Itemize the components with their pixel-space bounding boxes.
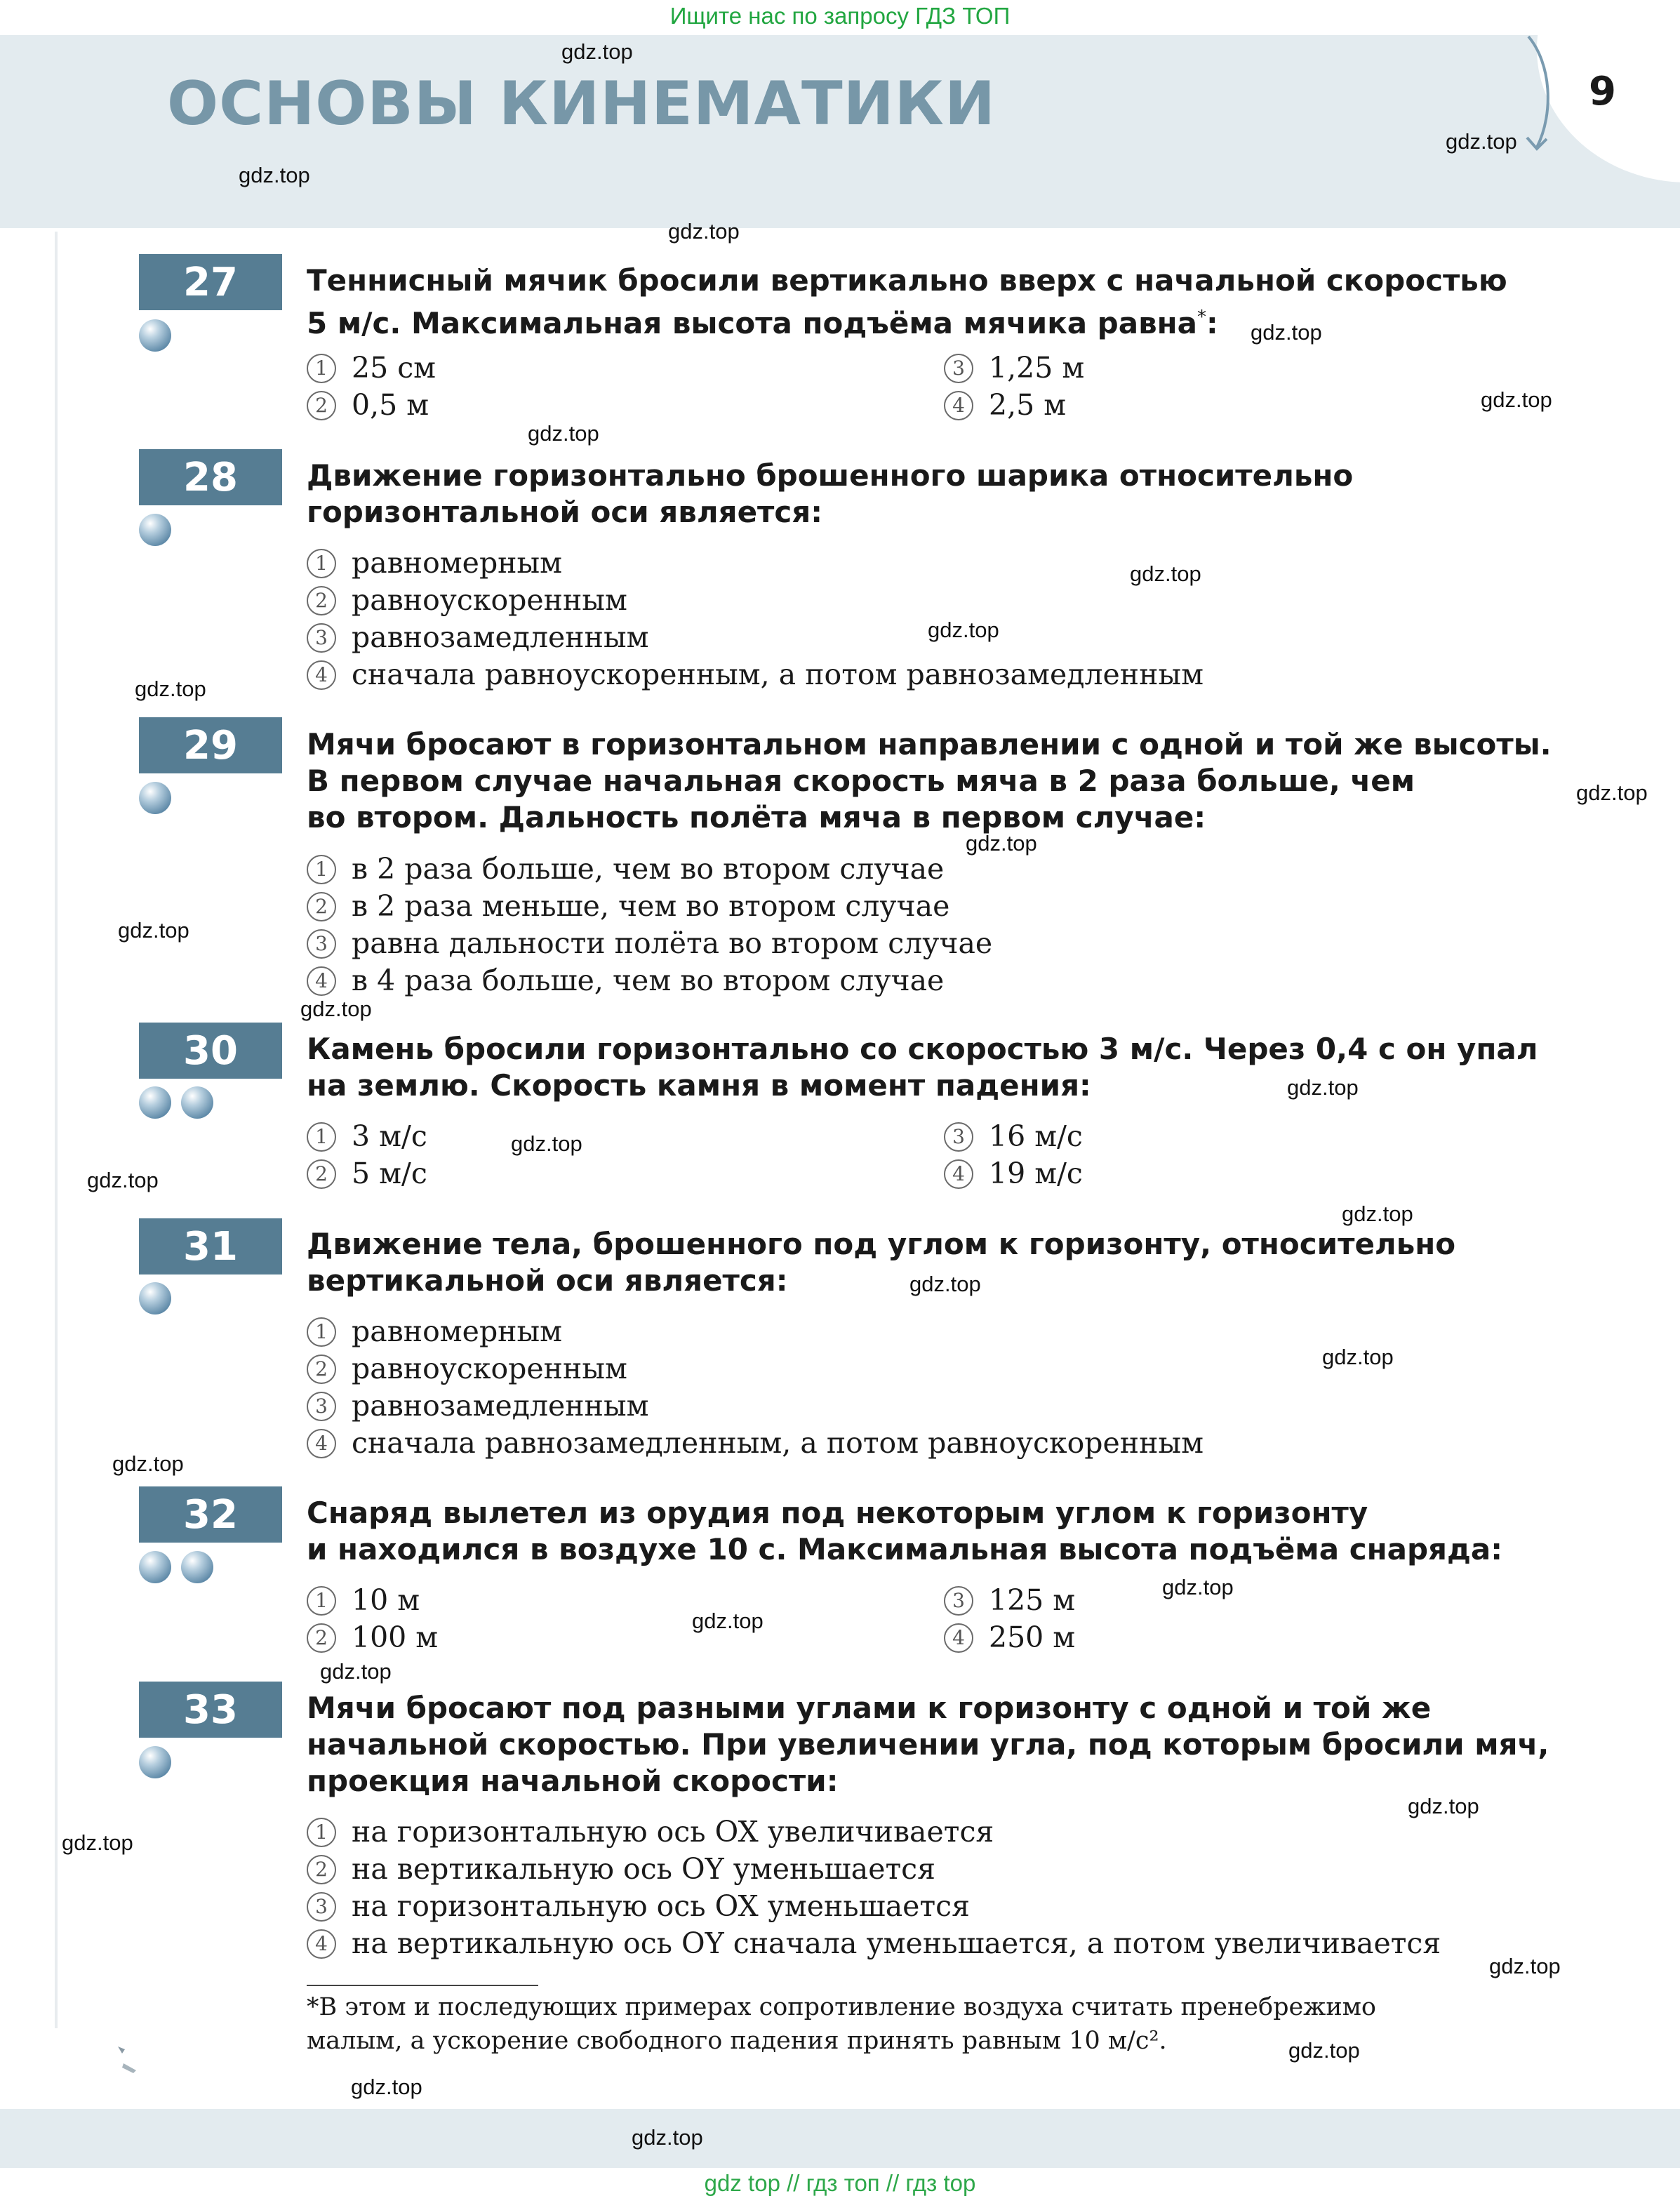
option-text: 5 м/с bbox=[352, 1157, 427, 1190]
answer-option[interactable] bbox=[307, 1813, 994, 1850]
question-line: во втором. Дальность полёта мяча в первом случае: bbox=[307, 800, 1206, 834]
option-text: на вертикальную ось OY сначала уменьшается, а потом увеличивается bbox=[352, 1926, 1441, 1960]
option-number-icon: 2 bbox=[307, 1159, 336, 1189]
answer-option[interactable] bbox=[307, 656, 1204, 693]
watermark: gdz.top bbox=[1287, 1075, 1359, 1100]
watermark: gdz.top bbox=[351, 2075, 422, 2099]
answer-option[interactable] bbox=[307, 1118, 427, 1154]
watermark: gdz.top bbox=[928, 618, 999, 642]
answer-option[interactable] bbox=[307, 1851, 935, 1887]
answer-option[interactable] bbox=[307, 1925, 1441, 1962]
footnote-mark: * bbox=[1197, 307, 1207, 328]
bottom-banner: gdz top // гдз топ // гдз top bbox=[0, 2168, 1680, 2203]
answer-option[interactable] bbox=[307, 962, 944, 999]
watermark: gdz.top bbox=[300, 997, 372, 1021]
watermark: gdz.top bbox=[909, 1272, 981, 1296]
answer-option[interactable] bbox=[944, 1619, 1075, 1656]
option-text: 2,5 м bbox=[989, 388, 1067, 422]
question-number-badge: 31 bbox=[139, 1218, 282, 1274]
option-number-icon: 2 bbox=[307, 391, 336, 420]
question-number-badge: 32 bbox=[139, 1486, 282, 1543]
question-line: Снаряд вылетел из орудия под некоторым углом к горизонту bbox=[307, 1496, 1368, 1530]
difficulty-ball-icon bbox=[139, 1746, 171, 1778]
option-text: 100 м bbox=[352, 1620, 439, 1654]
option-text: 10 м bbox=[352, 1583, 420, 1617]
question-line: Мячи бросают в горизонтальном направлении с одной и той же высоты. bbox=[307, 727, 1552, 761]
option-number-icon: 1 bbox=[307, 1122, 336, 1152]
option-number-icon: 4 bbox=[944, 1159, 973, 1189]
option-text: сначала равнозамедленным, а потом равноускоренным bbox=[352, 1426, 1204, 1460]
option-text: сначала равноускоренным, а потом равнозамедленным bbox=[352, 658, 1204, 691]
option-text: на горизонтальную ось OX увеличивается bbox=[352, 1815, 994, 1849]
answer-option[interactable] bbox=[944, 387, 1066, 423]
footnote-divider bbox=[307, 1985, 538, 1986]
option-number-icon: 3 bbox=[944, 1586, 973, 1616]
difficulty-ball-icon bbox=[181, 1086, 213, 1119]
answer-option[interactable] bbox=[307, 545, 562, 581]
answer-option[interactable] bbox=[307, 1387, 648, 1424]
question-line: на землю. Скорость камня в момент падения: bbox=[307, 1068, 1091, 1103]
option-text: на вертикальную ось OY уменьшается bbox=[352, 1852, 935, 1886]
option-number-icon: 3 bbox=[307, 623, 336, 653]
question-line: вертикальной оси является: bbox=[307, 1263, 788, 1298]
question-text bbox=[307, 726, 1552, 836]
answer-option[interactable] bbox=[307, 888, 949, 924]
question-line: начальной скоростью. При увеличении угла, под которым бросили мяч, bbox=[307, 1727, 1549, 1762]
option-number-icon: 3 bbox=[944, 1122, 973, 1152]
watermark: gdz.top bbox=[112, 1451, 184, 1476]
question-line: В первом случае начальная скорость мяча в 2 раза больше, чем bbox=[307, 764, 1415, 798]
option-text: равна дальности полёта во втором случае bbox=[352, 926, 993, 960]
option-text: 19 м/с bbox=[989, 1157, 1083, 1190]
watermark: gdz.top bbox=[1342, 1202, 1413, 1226]
question-number-badge: 33 bbox=[139, 1682, 282, 1738]
question-colon: : bbox=[1206, 306, 1218, 340]
option-number-icon: 2 bbox=[307, 1355, 336, 1384]
option-number-icon: 2 bbox=[307, 1623, 336, 1653]
answer-option[interactable] bbox=[307, 350, 436, 386]
option-number-icon: 1 bbox=[307, 1818, 336, 1847]
footnote-line: малым, а ускорение свободного падения принять равным 10 м/с². bbox=[307, 2027, 1167, 2055]
option-number-icon: 1 bbox=[307, 855, 336, 884]
watermark: gdz.top bbox=[528, 421, 599, 446]
option-number-icon: 3 bbox=[944, 354, 973, 383]
question-number-badge: 29 bbox=[139, 717, 282, 773]
watermark: gdz.top bbox=[1576, 780, 1648, 805]
option-number-icon: 4 bbox=[307, 660, 336, 690]
question-text bbox=[307, 1226, 1455, 1299]
watermark: gdz.top bbox=[239, 163, 310, 187]
question-line: Теннисный мячик бросили вертикально вверх с начальной скоростью bbox=[307, 263, 1507, 298]
option-number-icon: 3 bbox=[307, 929, 336, 959]
option-text: 3 м/с bbox=[352, 1119, 427, 1153]
answer-option[interactable] bbox=[944, 1118, 1083, 1154]
watermark: gdz.top bbox=[62, 1830, 133, 1855]
option-number-icon: 4 bbox=[944, 391, 973, 420]
question-line: Мячи бросают под разными углами к горизонту с одной и той же bbox=[307, 1691, 1432, 1725]
option-number-icon: 1 bbox=[307, 354, 336, 383]
answer-option[interactable] bbox=[307, 925, 992, 961]
question-line: проекция начальной скорости: bbox=[307, 1764, 839, 1798]
option-text: 25 см bbox=[352, 351, 436, 385]
option-text: 125 м bbox=[989, 1583, 1076, 1617]
watermark: gdz.top bbox=[561, 39, 633, 64]
difficulty-ball-icon bbox=[181, 1551, 213, 1583]
watermark: gdz.top bbox=[692, 1609, 764, 1633]
option-text: равнозамедленным bbox=[352, 1389, 649, 1423]
option-number-icon: 1 bbox=[307, 1317, 336, 1347]
option-number-icon: 1 bbox=[307, 1586, 336, 1616]
option-text: равноускоренным bbox=[352, 1352, 627, 1385]
option-number-icon: 4 bbox=[307, 966, 336, 996]
option-text: в 2 раза больше, чем во втором случае bbox=[352, 852, 945, 886]
pencil-icon bbox=[112, 2042, 147, 2077]
option-text: 0,5 м bbox=[352, 388, 429, 422]
option-text: на горизонтальную ось OX уменьшается bbox=[352, 1889, 970, 1923]
answer-option[interactable] bbox=[944, 350, 1084, 386]
question-text bbox=[307, 1495, 1502, 1568]
question-line: и находился в воздухе 10 с. Максимальная высота подъёма снаряда: bbox=[307, 1532, 1503, 1566]
answer-option[interactable] bbox=[307, 1888, 970, 1924]
option-text: равномерным bbox=[352, 1315, 563, 1348]
difficulty-ball-icon bbox=[139, 514, 171, 546]
difficulty-ball-icon bbox=[139, 1086, 171, 1119]
option-text: равномерным bbox=[352, 546, 563, 580]
answer-option[interactable] bbox=[307, 387, 429, 423]
watermark: gdz.top bbox=[1130, 561, 1201, 586]
answer-option[interactable] bbox=[944, 1582, 1075, 1618]
watermark: gdz.top bbox=[320, 1659, 392, 1684]
difficulty-ball-icon bbox=[139, 319, 171, 352]
option-text: равноускоренным bbox=[352, 583, 627, 617]
watermark: gdz.top bbox=[1481, 387, 1552, 412]
page-title: ОСНОВЫ КИНЕМАТИКИ bbox=[167, 69, 996, 139]
answer-option[interactable] bbox=[307, 1582, 420, 1618]
watermark: gdz.top bbox=[135, 677, 206, 701]
difficulty-ball-icon bbox=[139, 782, 171, 814]
option-text: 16 м/с bbox=[989, 1119, 1083, 1153]
page-number: 9 bbox=[1589, 69, 1616, 114]
watermark: gdz.top bbox=[966, 831, 1037, 856]
option-number-icon: 4 bbox=[307, 1929, 336, 1959]
page-edge bbox=[55, 232, 58, 2028]
question-number-badge: 28 bbox=[139, 449, 282, 505]
option-number-icon: 3 bbox=[307, 1892, 336, 1922]
answer-option[interactable] bbox=[307, 1155, 427, 1192]
top-banner: Ищите нас по запросу ГДЗ ТОП bbox=[0, 0, 1680, 35]
difficulty-ball-icon bbox=[139, 1282, 171, 1315]
watermark: gdz.top bbox=[1251, 320, 1322, 345]
answer-option[interactable] bbox=[307, 1619, 438, 1656]
option-number-icon: 1 bbox=[307, 549, 336, 578]
watermark: gdz.top bbox=[511, 1131, 582, 1156]
watermark: gdz.top bbox=[1408, 1794, 1479, 1818]
option-text: 1,25 м bbox=[989, 351, 1085, 385]
footnote-line: *В этом и последующих примерах сопротивление воздуха считать пренебрежимо bbox=[307, 1993, 1377, 2021]
option-number-icon: 2 bbox=[307, 892, 336, 921]
watermark: gdz.top bbox=[632, 2125, 703, 2150]
option-number-icon: 2 bbox=[307, 586, 336, 615]
answer-option[interactable] bbox=[944, 1155, 1083, 1192]
watermark: gdz.top bbox=[1446, 129, 1517, 154]
option-number-icon: 4 bbox=[944, 1623, 973, 1653]
difficulty-ball-icon bbox=[139, 1551, 171, 1583]
option-text: равнозамедленным bbox=[352, 620, 649, 654]
watermark: gdz.top bbox=[87, 1168, 159, 1192]
question-line bbox=[307, 299, 1507, 342]
question-text bbox=[307, 458, 1353, 531]
answer-option[interactable] bbox=[307, 582, 627, 618]
watermark: gdz.top bbox=[1322, 1345, 1394, 1369]
question-line: Движение горизонтально брошенного шарика относительно bbox=[307, 458, 1354, 493]
answer-option[interactable] bbox=[307, 619, 648, 655]
question-line: Движение тела, брошенного под углом к горизонту, относительно bbox=[307, 1227, 1456, 1261]
watermark: gdz.top bbox=[1489, 1954, 1561, 1978]
option-text: 250 м bbox=[989, 1620, 1076, 1654]
option-number-icon: 2 bbox=[307, 1855, 336, 1884]
question-line: горизонтальной оси является: bbox=[307, 495, 823, 529]
option-number-icon: 3 bbox=[307, 1392, 336, 1421]
question-text bbox=[307, 1690, 1549, 1799]
question-line-text: 5 м/с. Максимальная высота подъёма мячика равна bbox=[307, 306, 1198, 340]
curve-arrow-icon bbox=[1516, 35, 1558, 154]
question-number-badge: 27 bbox=[139, 254, 282, 310]
option-number-icon: 4 bbox=[307, 1429, 336, 1458]
watermark: gdz.top bbox=[1288, 2038, 1360, 2063]
option-text: в 4 раза больше, чем во втором случае bbox=[352, 964, 945, 997]
answer-option[interactable] bbox=[307, 1313, 562, 1350]
footnote bbox=[307, 1990, 1376, 2058]
option-text: в 2 раза меньше, чем во втором случае bbox=[352, 889, 950, 923]
question-text bbox=[307, 262, 1507, 342]
watermark: gdz.top bbox=[1162, 1575, 1234, 1599]
question-number-badge: 30 bbox=[139, 1023, 282, 1079]
answer-option[interactable] bbox=[307, 1425, 1204, 1461]
footer-band bbox=[0, 2109, 1680, 2168]
watermark: gdz.top bbox=[668, 219, 740, 244]
question-line: Камень бросили горизонтально со скоростью 3 м/с. Через 0,4 с он упал bbox=[307, 1032, 1538, 1066]
watermark: gdz.top bbox=[118, 918, 189, 943]
answer-option[interactable] bbox=[307, 1350, 627, 1387]
answer-option[interactable] bbox=[307, 851, 944, 887]
